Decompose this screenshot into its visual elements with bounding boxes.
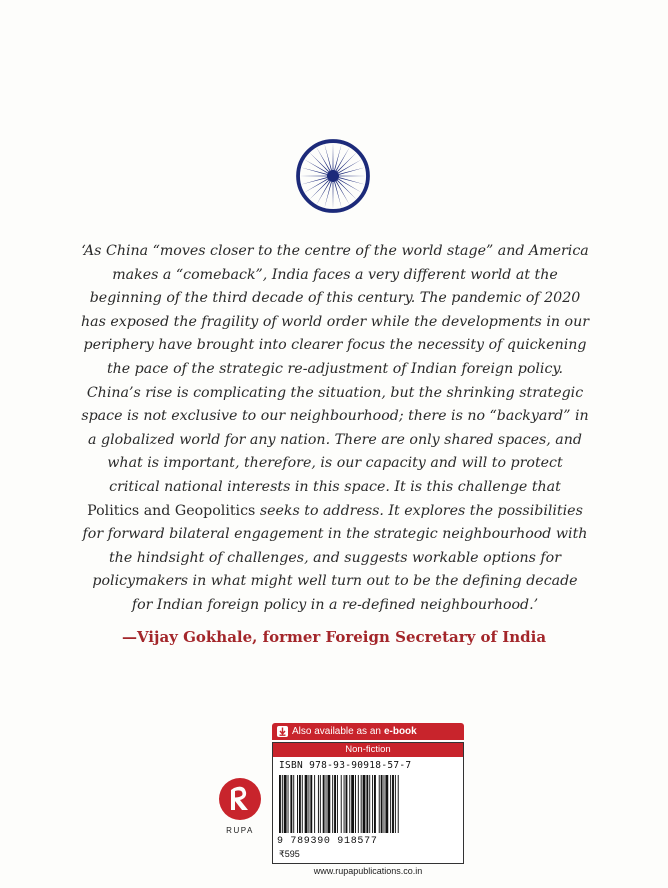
book-title-mention: Politics and Geopolitics <box>87 502 256 519</box>
blurb-line: the hindsight of challenges, and suggests workable options for <box>108 549 561 566</box>
blurb-line <box>52 500 618 524</box>
barcode-icon <box>277 775 459 835</box>
ebook-availability-banner <box>272 723 464 740</box>
blurb-line: for forward bilateral engagement in the strategic neighbourhood with <box>82 526 588 543</box>
blurb-line: has exposed the fragility of world order while the developments in our <box>80 313 589 330</box>
ashoka-chakra-icon <box>295 138 371 214</box>
blurb-line-rest: seeks to address. It explores the possibilities <box>255 502 583 519</box>
publisher-name: RUPA <box>226 826 254 835</box>
blurb-line: China’s rise is complicating the situation, but the shrinking strategic <box>86 384 584 401</box>
blurb-line: periphery have brought into clearer focus the necessity of quickening <box>83 337 587 354</box>
blurb-line: the pace of the strategic re-adjustment of Indian foreign policy. <box>106 360 564 377</box>
blurb-line: beginning of the third decade of this century. The pandemic of 2020 <box>89 290 581 307</box>
blurb-line: what is important, therefore, is our capacity and will to protect <box>107 455 563 472</box>
isbn-text: ISBN 978-93-90918-57-7 <box>279 760 412 771</box>
blurb-line: policymakers in what might well turn out to be the defining decade <box>92 573 578 590</box>
blurb-line: a globalized world for any nation. There are only shared spaces, and <box>88 431 582 448</box>
blurb-line: critical national interests in this space. It is this challenge that <box>109 478 561 495</box>
blurb-line: space is not exclusive to our neighbourhood; there is no “backyard” in <box>81 408 589 425</box>
ebook-bold: e-book <box>383 726 417 737</box>
barcode-panel <box>272 742 464 864</box>
price-label: ₹595 <box>279 849 300 859</box>
barcode-digits: 9 789390 918577 <box>277 836 378 847</box>
publisher-website: www.rupapublications.co.in <box>313 866 423 876</box>
ebook-text: Also available as an <box>292 726 381 737</box>
genre-label: Non-fiction <box>273 743 463 757</box>
blurb-line: makes a “comeback”, India faces a very different world at the <box>112 266 558 283</box>
blurb-line: ‘As China “moves closer to the centre of the world stage” and America <box>81 243 589 259</box>
blurb-line: for Indian foreign policy in a re-defined neighbourhood.’ <box>131 596 539 613</box>
download-icon <box>277 726 288 737</box>
rupa-logo-icon <box>218 776 262 822</box>
blurb-quote <box>52 240 618 618</box>
quote-attribution: —Vijay Gokhale, former Foreign Secretary of India <box>121 628 547 646</box>
